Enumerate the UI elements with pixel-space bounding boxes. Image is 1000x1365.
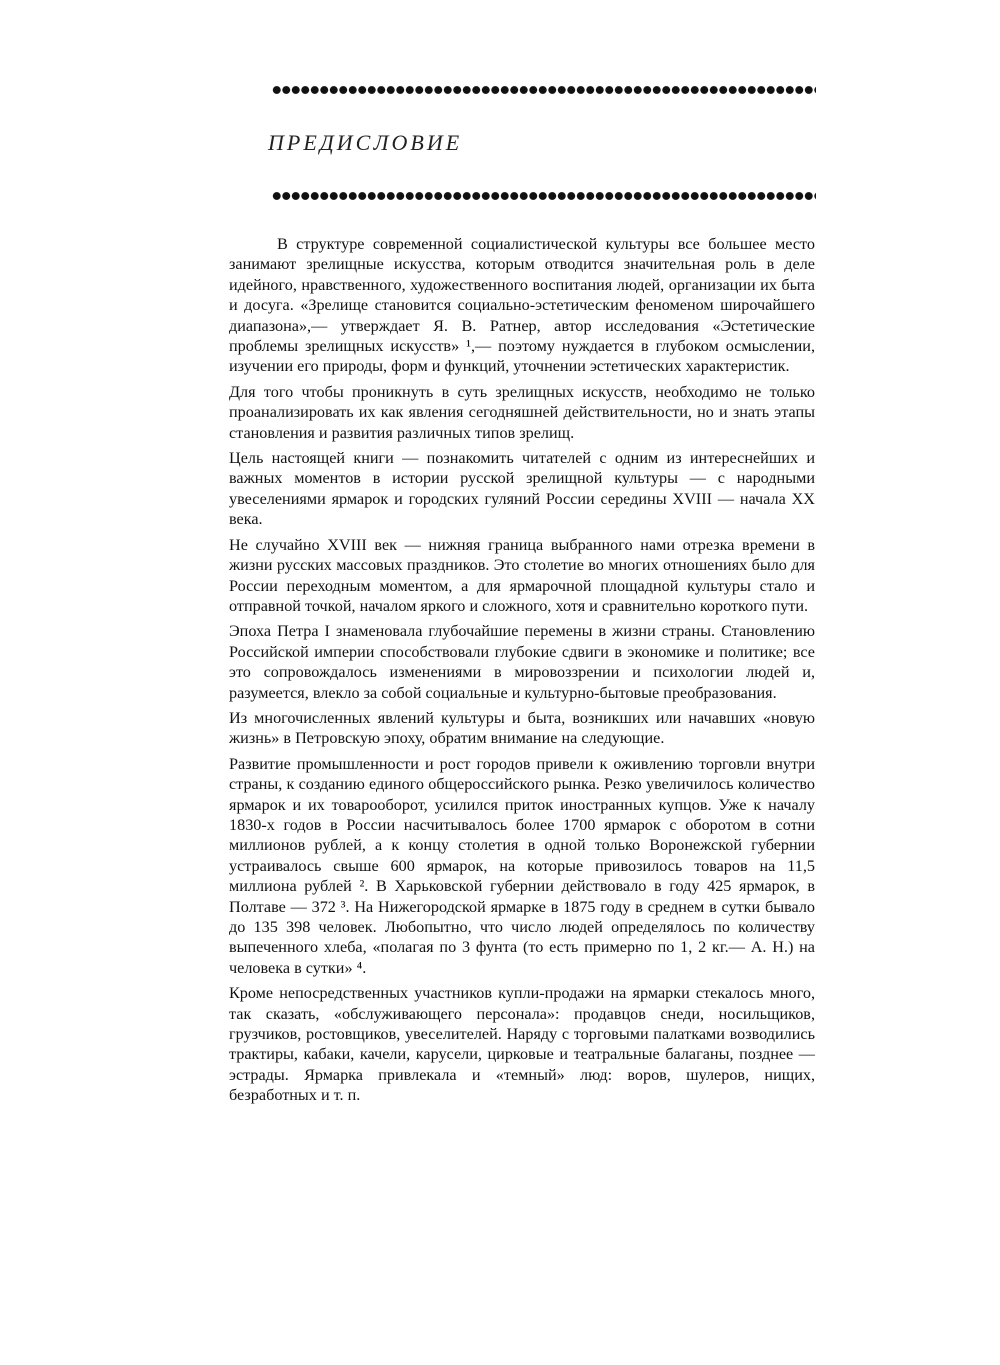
top-dot-rule	[272, 84, 816, 96]
paragraph: Не случайно XVIII век — нижняя граница выбранного нами отрезка времени в жизни русских массовых праздников. Это столетие во многих отношениях было для России переходным моментом, а для ярмарочной площадной культуры стало и отправной точкой, началом яркого и сложного, хотя и сравнительно короткого пути.	[229, 535, 815, 615]
paragraph: В структуре современной социалистической культуры все большее место занимают зрелищные искусства, которым отводится значительная роль в деле идейного, нравственного, художественного воспитания людей, организации их быта и досуга. «Зрелище становится социально-эстетическим феноменом широчайшего диапазона»,— утверждает Я. В. Ратнер, автор исследования «Эстетические проблемы зрелищных искусств» ¹,— поэтому нуждается в глубоком осмыслении, изучении его природы, форм и функций, уточнении эстетических характеристик.	[229, 235, 815, 376]
paragraph: Кроме непосредственных участников купли-продажи на ярмарки стекалось много, так сказать, «обслуживающего персонала»: продавцов снеди, носильщиков, грузчиков, ростовщиков, увеселителей. Наряду с торговыми палатками возводились трактиры, кабаки, качели, карусели, цирковые и театральные балаганы, позднее — эстрады. Ярмарка привлекала и «темный» люд: воров, шулеров, нищих, безработных и т. п.	[229, 984, 815, 1105]
paragraph: Развитие промышленности и рост городов привели к оживлению торговли внутри страны, к созданию единого общероссийского рынка. Резко увеличилось количество ярмарок и их товарооборот, усилился приток иностранных купцов. Уже к началу 1830-х годов в России насчитывалось более 1700 ярмарок с оборотом в сотни миллионов рублей, а к концу столетия в одной только Воронежской губернии устраивалось свыше 600 ярмарок, на которые привозилось товаров на 11,5 миллиона рублей ². В Харьковской губернии действовало в году 425 ярмарок, в Полтаве — 372 ³. На Нижегородской ярмарке в 1875 году в среднем в сутки бывало до 135 398 человек. Любопытно, что число людей определялось по количеству выпеченного хлеба, «полагая по 3 фунта (то есть примерно по 1, 2 кг.— А. Н.) на человека в сутки» ⁴.	[229, 754, 815, 977]
body-text	[229, 234, 815, 1111]
bottom-dot-rule	[272, 190, 816, 202]
page-title: ПРЕДИСЛОВИЕ	[268, 130, 463, 155]
paragraph: Для того чтобы проникнуть в суть зрелищных искусств, необходимо не только проанализировать их как явления сегодняшней действительности, но и знать этапы становления и развития различных типов зрелищ.	[229, 382, 815, 442]
paragraph: Эпоха Петра I знаменовала глубочайшие перемены в жизни страны. Становлению Российской империи способствовали глубокие сдвиги в экономике и политике; все это сопровождалось изменениями в мировоззрении и психологии людей и, разумеется, влекло за собой социальные и культурно-бытовые преобразования.	[229, 622, 815, 702]
paragraph: Цель настоящей книги — познакомить читателей с одним из интереснейших и важных моментов в истории русской зрелищной культуры — с народными увеселениями ярмарок и городских гуляний России середины XVIII — начала XX века.	[229, 449, 815, 529]
paragraph: Из многочисленных явлений культуры и быта, возникших или начавших «новую жизнь» в Петровскую эпоху, обратим внимание на следующие.	[229, 708, 815, 748]
